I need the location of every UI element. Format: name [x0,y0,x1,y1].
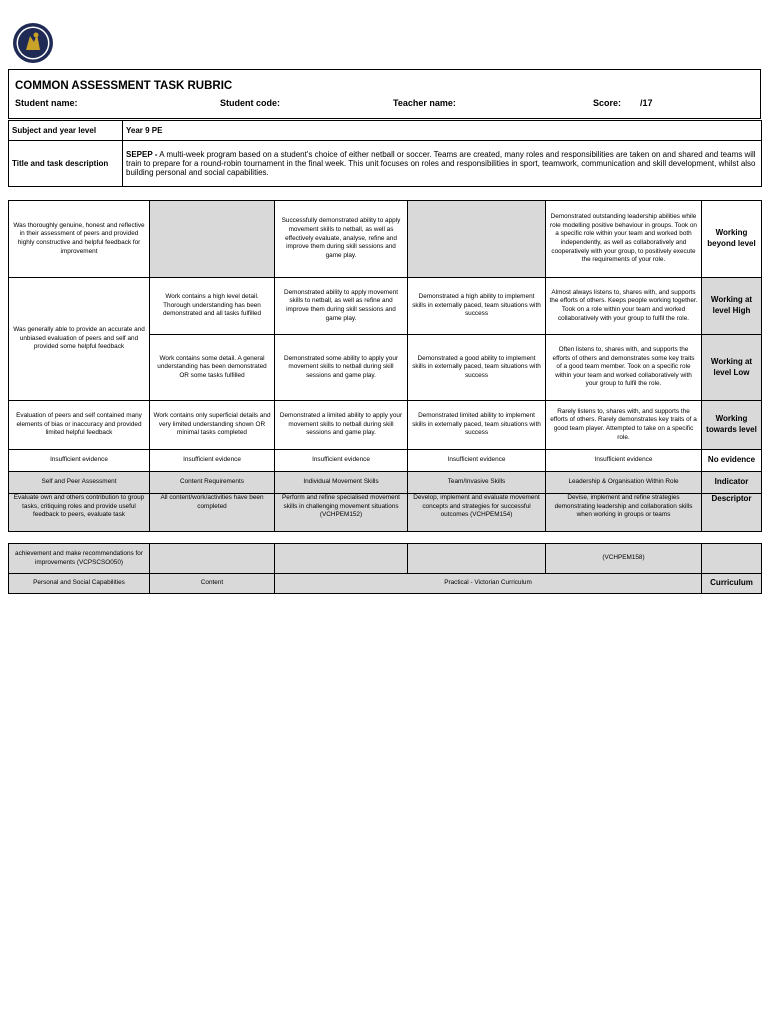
curriculum-cell: achievement and make recommendations for improvements (VCPSCSO050) [9,544,150,574]
rubric-cell: Insufficient evidence [150,450,275,472]
rubric-cell: Almost always listens to, shares with, and supports the efforts of others. Keeps people working together. Took on a role within your team and worked collaboratively with your group to fulfil the role. [546,278,702,335]
rubric-cell: Evaluation of peers and self contained many elements of bias or inaccuracy and provided limited helpful feedback [9,401,150,450]
descriptor-cell: Evaluate own and others contribution to group tasks, critiquing roles and provide useful feedback to peers, evaluate task [9,494,150,532]
indicator-cell: Team/Invasive Skills [408,472,546,494]
table-row [9,401,762,450]
rubric-cell: Demonstrated a limited ability to apply your movement skills to netball during skill sessions and game play. [275,401,408,450]
level-label: Indicator [702,472,762,494]
level-label: No evidence [702,450,762,472]
rubric-cell: Insufficient evidence [546,450,702,472]
subject-value: Year 9 PE [123,121,762,141]
curriculum-cell: (VCHPEM158) [546,544,702,574]
rubric-cell: Demonstrated some ability to apply your movement skills to netball during skill sessions and game play. [275,335,408,401]
indicator-cell: Self and Peer Assessment [9,472,150,494]
curriculum-cell [408,544,546,574]
page-title: COMMON ASSESSMENT TASK RUBRIC [15,80,233,92]
rubric-cell: Rarely listens to, shares with, and supports the efforts of others. Rarely demonstrates key traits of a good team player. Attempted to take on a specific role. [546,401,702,450]
table-row [9,201,762,278]
subject-label: Subject and year level [9,121,123,141]
table-row [9,450,762,472]
rubric-cell: Demonstrated a good ability to implement skills in externally paced, team situations with success [408,335,546,401]
curriculum-cell [275,544,408,574]
curriculum-cell: Practical - Victorian Curriculum [275,574,702,594]
table-row [9,472,762,494]
rubric-header [8,69,761,119]
table-row [9,278,762,335]
rubric-cell: Insufficient evidence [275,450,408,472]
table-row [9,574,762,594]
indicator-cell: Content Requirements [150,472,275,494]
rubric-cell: Work contains a high level detail. Thorough understanding has been demonstrated and all tasks fulfilled [150,278,275,335]
task-name: SEPEP - [126,150,158,159]
curriculum-cell [702,544,762,574]
curriculum-table [8,543,762,594]
rubric-cell: Successfully demonstrated ability to apply movement skills to netball, as well as effectively evaluate, analyse, refine and improve them during skill sessions and game play. [275,201,408,278]
rubric-cell: Demonstrated ability to apply movement skills to netball, as well as refine and improve them during skill sessions and game play. [275,278,408,335]
indicator-cell: Individual Movement Skills [275,472,408,494]
level-label: Descriptor [702,494,762,532]
descriptor-cell: Develop, implement and evaluate movement concepts and strategies for successful outcomes (VCHPEM154) [408,494,546,532]
score-total: /17 [640,98,653,108]
curriculum-cell: Personal and Social Capabilities [9,574,150,594]
student-code-label: Student code: [220,98,280,108]
task-description [123,141,762,187]
rubric-cell: Work contains only superficial details and very limited understanding shown OR minimal tasks completed [150,401,275,450]
score-label: Score: [593,98,622,108]
level-label: Working at level Low [702,335,762,401]
task-description-text: A multi-week program based on a student's choice of either netball or soccer. Teams are created, many roles and responsibilities are taken on and shared and teams will train to prepare for a round-robin tournament in the final week. This unit focuses on roles and responsibilities in sport, teamwork, communication and skill development, whilst also building personal and social capabilities. [126,150,756,177]
title-label: Title and task description [9,141,123,187]
table-row [9,494,762,532]
rubric-cell [150,201,275,278]
level-label: Curriculum [702,574,762,594]
descriptor-cell: All content/work/activities have been completed [150,494,275,532]
rubric-cell: Demonstrated outstanding leadership abilities while role modelling positive behaviour in groups. Took on a specific role within your team and worked both independently, as well as collaboratively and cooperatively with your group, to positively execute the requirements of your role. [546,201,702,278]
student-name-label: Student name: [15,98,78,108]
rubric-cell: Insufficient evidence [9,450,150,472]
rubric-cell: Often listens to, shares with, and supports the efforts of others and demonstrates some key traits of a good team member. Took on a specific role within your team and worked collaboratively with your group to fulfil the role. [546,335,702,401]
curriculum-cell [150,544,275,574]
teacher-name-label: Teacher name: [393,98,456,108]
task-info-table [8,120,762,187]
descriptor-cell: Perform and refine specialised movement skills in challenging movement situations (VCHPEM152) [275,494,408,532]
indicator-cell: Leadership & Organisation Within Role [546,472,702,494]
rubric-cell: Demonstrated a high ability to implement skills in externally paced, team situations with success [408,278,546,335]
rubric-cell: Was thoroughly genuine, honest and reflective in their assessment of peers and provided highly constructive and helpful feedback for improvement [9,201,150,278]
rubric-cell [408,201,546,278]
rubric-cell: Work contains some detail. A general understanding has been demonstrated OR some tasks fulfilled [150,335,275,401]
level-label: Working towards level [702,401,762,450]
rubric-table [8,200,762,532]
level-label: Working at level High [702,278,762,335]
school-crest-icon [12,22,54,64]
rubric-cell: Demonstrated limited ability to implement skills in externally paced, team situations with success [408,401,546,450]
table-row [9,544,762,574]
rubric-cell: Insufficient evidence [408,450,546,472]
rubric-cell: Was generally able to provide an accurate and unbiased evaluation of peers and self and provided some helpful feedback [9,278,150,401]
curriculum-cell: Content [150,574,275,594]
level-label: Working beyond level [702,201,762,278]
descriptor-cell: Devise, implement and refine strategies demonstrating leadership and collaboration skills when working in groups or teams [546,494,702,532]
